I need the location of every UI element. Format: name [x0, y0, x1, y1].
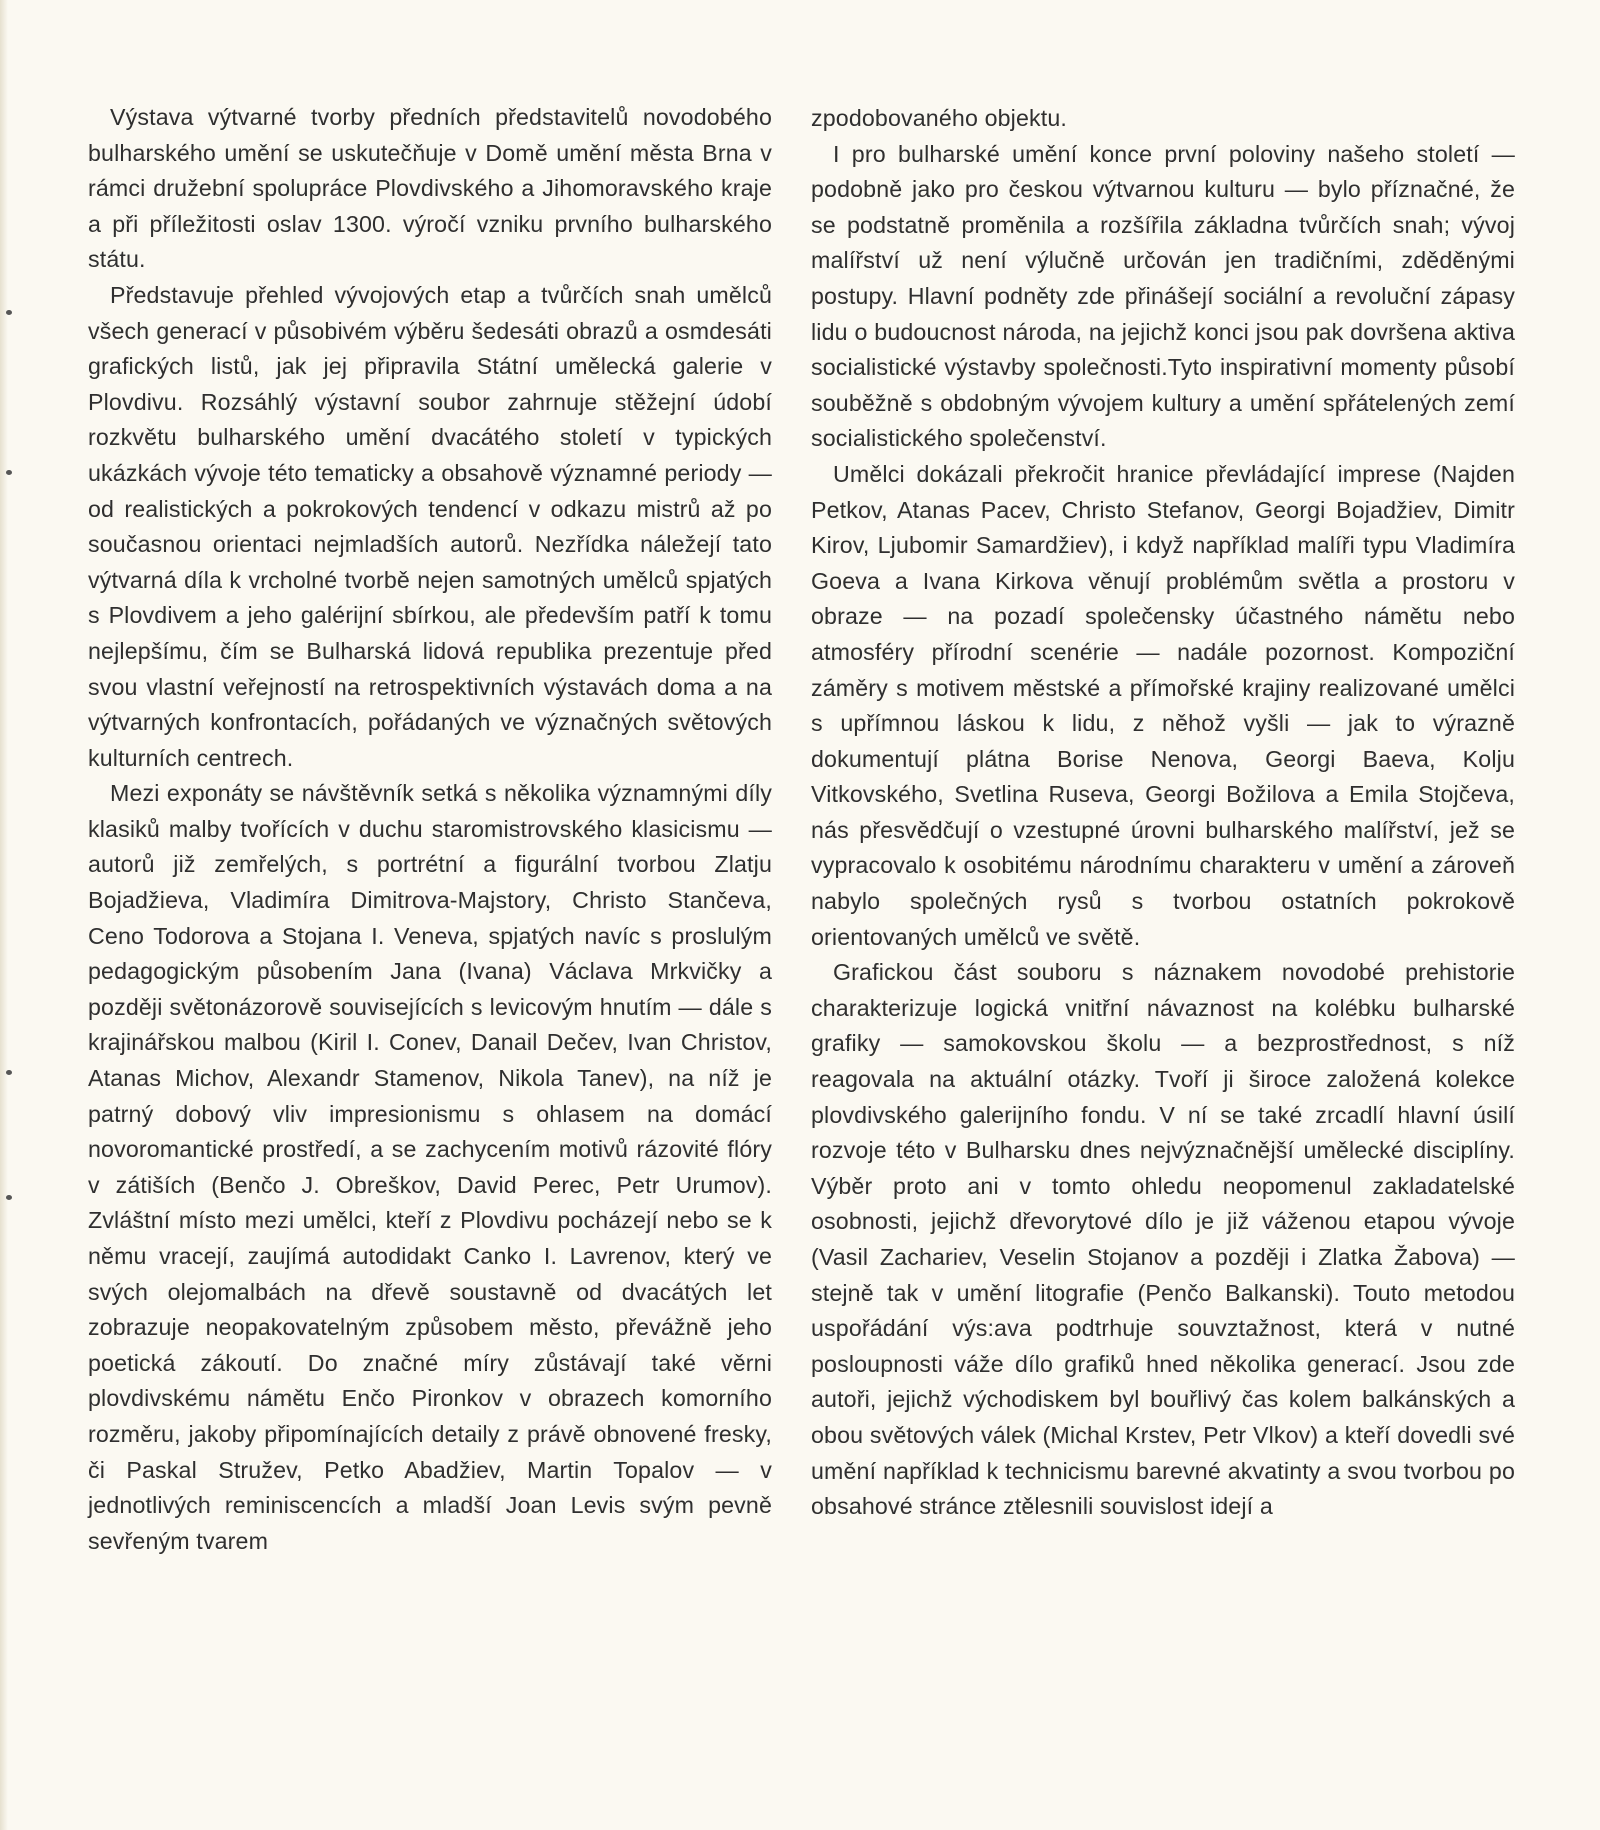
paragraph: Mezi exponáty se návštěvník setká s několika významnými díly klasiků malby tvořících v duchu staromistrovského klasicismu — autorů již zemřelých, s portrétní a figurální tvorbou Zlatju Bojadžieva, Vladimíra Dimitrova-Majstory, Christo Stančeva, Ceno Todorova a Stojana I. Veneva, spjatých navíc s proslulým pedagogickým působením Jana (Ivana) Václava Mrkvičky a později světonázorově souvisejících s levicovým hnutím — dále s krajinářskou malbou (Kiril I. Conev, Danail Dečev, Ivan Christov, Atanas Michov, Alexandr Stamenov, Nikola Tanev), na níž je patrný dobový vliv impresionismu s ohlasem na domácí novoromantické prostředí, a se zachycením motivů rázovité flóry v zátiších (Benčo J. Obreškov, David Perec, Petr Urumov). Zvláštní místo mezi umělci, kteří z Plovdivu pocházejí nebo se k němu vracejí, zaujímá autodidakt Canko I. Lavrenov, který ve svých olejomalbách na dřevě soustavně od dvacátých let zobrazuje neopakovatelným způsobem město, převážně jeho poetická zákoutí. Do značné míry zůstávají také věrni plovdivskému námětu Enčo Pironkov v obrazech komorního rozměru, jakoby připomínajících detaily z právě obnovené fresky, či Paskal Stružev, Petko Abadžiev, Martin Topalov — v jednotlivých reminiscencích a mladší Joan Levis svým pevně sevřeným tvarem	[88, 780, 772, 1554]
punch-hole-mark	[6, 1070, 12, 1075]
punch-hole-mark	[6, 310, 12, 315]
paragraph: Výstava výtvarné tvorby předních představitelů novodobého bulharského umění se uskutečňuje v Domě umění města Brna v rámci družební spolupráce Plovdivského a Jihomoravského kraje a při příležitosti oslav 1300. výročí vzniku prvního bulharského státu.	[88, 104, 772, 273]
paragraph: Představuje přehled vývojových etap a tvůrčích snah umělců všech generací v působivém výběru šedesáti obrazů a osmdesáti grafických listů, jak jej připravila Státní umělecká galerie v Plovdivu. Rozsáhlý výstavní soubor zahrnuje stěžejní údobí rozkvětu bulharského umění dvacátého století v typických ukázkách vývoje této tematicky a obsahově významné periody — od realistických a pokrokových tendencí v odkazu mistrů až po současnou orientaci nejmladších autorů. Nezřídka náležejí tato výtvarná díla k vrcholné tvorbě nejen samotných umělců spjatých s Plovdivem a jeho galérijní sbírkou, ale především patří k tomu nejlepšímu, čím se Bulharská lidová republika prezentuje před svou vlastní veřejností na retrospektivních výstavách doma a na výtvarných konfrontacích, pořádaných ve význačných světových kulturních centrech.	[88, 281, 772, 771]
paragraph: I pro bulharské umění konce první poloviny našeho století — podobně jako pro českou výtvarnou kulturu — bylo příznačné, že se podstatně proměnila a rozšířila základna tvůrčích snah; vývoj malířství už není výlučně určován jen tradičními, zděděnými postupy. Hlavní podněty zde přinášejí sociální a revoluční zápasy lidu o budoucnost národa, na jejichž konci jsou pak dovršena aktiva socialistické výstavby společnosti.Tyto inspirativní momenty působí souběžně s obdobným vývojem kultury a umění spřátelených zemí socialistického společenství.	[811, 140, 1515, 452]
paragraph: Grafickou část souboru s náznakem novodobé prehistorie charakterizuje logická vnitřní návaznost na kolébku bulharské grafiky — samokovskou školu — a bezprostřednost, s níž reagovala na aktuální otázky. Tvoří ji široce založená kolekce plovdivského galerijního fondu. V ní se také zrcadlí hlavní úsilí rozvoje této v Bulharsku dnes nejvýznačnější umělecké disciplíny. Výběr proto ani v tomto ohledu neopomenul zakladatelské osobnosti, jejichž dřevorytové dílo je již váženou etapou vývoje (Vasil Zachariev, Veselin Stojanov a později i Zlatka Žabova) — stejně tak v umění litografie (Penčo Balkanski). Touto metodou uspořádání výs:ava podtrhuje souvztažnost, která v nutné posloupnosti váže dílo grafiků hned několika generací. Jsou zde autoři, jejichž východiskem byl bouřlivý čas kolem balkánských a obou světových válek (Michal Krstev, Petr Vlkov) a kteří dovedli své umění například k technicismu barevné akvatinty a svou tvorbou po obsahové stránce ztělesnili souvislost idejí a	[811, 959, 1515, 1520]
paragraph-continuation: zpodobovaného objektu.	[811, 105, 1067, 131]
punch-hole-mark	[6, 1195, 12, 1200]
page-edge	[0, 0, 8, 1830]
paragraph: Umělci dokázali překročit hranice převládající imprese (Najden Petkov, Atanas Pacev, Christo Stefanov, Georgi Bojadžiev, Dimitr Kirov, Ljubomir Samardžiev), i když například malíři typu Vladimíra Goeva a Ivana Kirkova věnují problémům světla a prostoru v obraze — na pozadí společensky účastného námětu nebo atmosféry přírodní scenérie — nadále pozornost. Kompoziční záměry s motivem městské a přímořské krajiny realizované umělci s upřímnou láskou k lidu, z něhož vyšli — jak to výrazně dokumentují plátna Borise Nenova, Georgi Baeva, Kolju Vitkovského, Svetlina Ruseva, Georgi Božilova a Emila Stojčeva, nás přesvědčují o vzestupné úrovni bulharského malířství, jež se vypracovalo k osobitému národnímu charakteru v umění a zároveň nabylo společných rysů s tvorbou ostatních pokrokově orientovaných umělců ve světě.	[811, 460, 1515, 950]
text-column-left	[88, 100, 772, 1559]
punch-hole-mark	[6, 470, 12, 475]
text-column-right	[811, 101, 1515, 1525]
